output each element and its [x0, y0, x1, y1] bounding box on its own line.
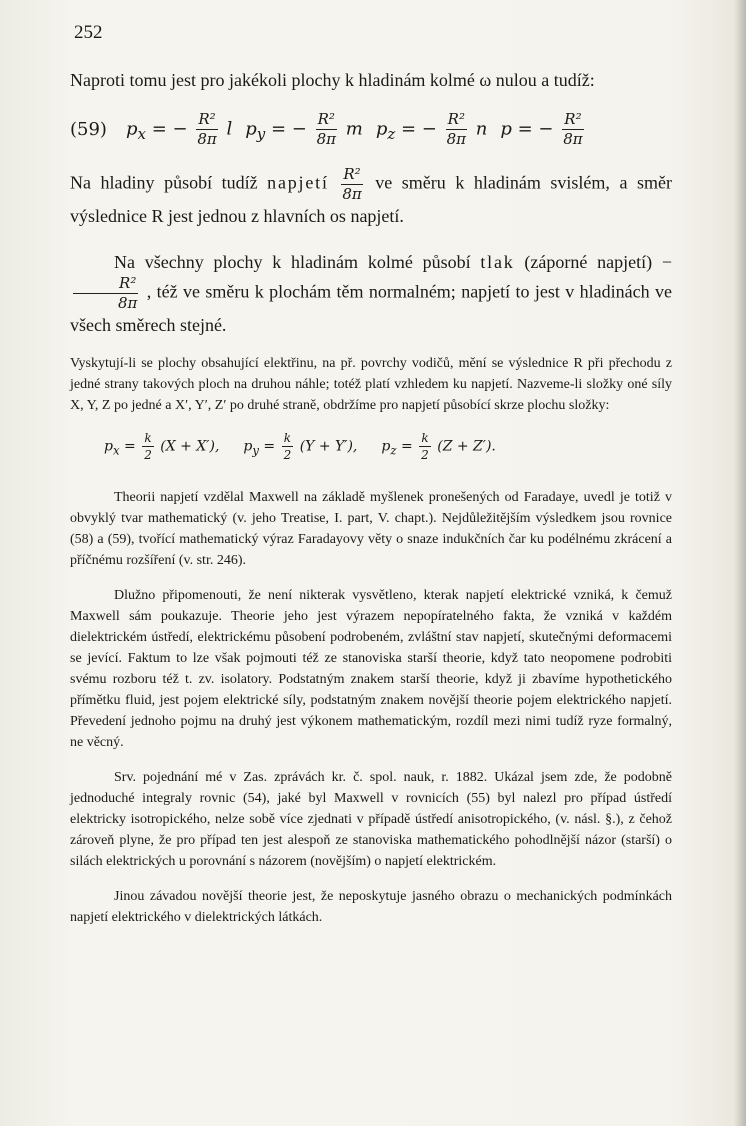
equation-subscript: y — [252, 443, 259, 458]
fraction-numerator: R² — [198, 110, 216, 128]
equation-subscript: x — [112, 443, 120, 458]
spaced-term: napjetí — [267, 172, 329, 193]
fraction-numerator: k — [283, 431, 292, 445]
equation-lhs: p — [125, 118, 138, 140]
fraction-numerator: R² — [564, 110, 582, 128]
equation-label: (59) — [70, 119, 107, 140]
fraction — [142, 432, 154, 461]
fraction-denominator: 8π — [446, 130, 467, 148]
fraction — [315, 112, 338, 147]
equation-term-p — [500, 112, 586, 147]
equation-sign: = − — [270, 118, 307, 140]
equation-lhs: p — [104, 438, 113, 455]
small-paragraph-2: Theorii napjetí vzdělal Maxwell na základě myšlenek pronešených od Faradaye, uvedl je totiž v obvyklý tvar mathematický (v. jeho Treatise, I. part, V. chapt.). Nejdůležitějším výsledkem jsou rovnice (58) a (59), tvořící mathematický výraz Faradayovy věty o snaze indukčních čar ku podélnému zkrácení a příčnému rozšíření (v. str. 246). — [70, 490, 672, 568]
equation-sign: = — [263, 438, 276, 455]
fraction-denominator: 8π — [342, 185, 362, 203]
fraction-numerator: k — [421, 431, 429, 445]
equation-subscript: z — [387, 125, 396, 144]
equation-rhs: n — [475, 118, 488, 140]
equation-59 — [70, 112, 672, 147]
paragraph-hladiny — [70, 167, 672, 230]
fraction-denominator: 8π — [316, 130, 336, 148]
equation-small — [104, 432, 672, 461]
fraction-denominator: 8π — [563, 130, 583, 148]
fraction-denominator: 8π — [118, 294, 138, 312]
equation-rhs: m — [345, 118, 363, 140]
equation-lhs: p — [381, 438, 391, 455]
equation-small-term-x — [104, 432, 219, 461]
equation-term-pz — [376, 112, 488, 147]
equation-lhs: p — [243, 438, 253, 455]
equation-sign: = − — [517, 118, 554, 140]
fraction-denominator: 2 — [283, 448, 292, 462]
small-paragraph-3: Dlužno připomenouti, že není nikterak vysvětleno, kterak napjetí elektrické vzniká, k čemuž Maxwell sám poukazuje. Theorie jeho jest výrazem nepopíratelného fakta, že vzniká v každém dielektrickém ústředí, elektrickému působení podrobeném, zvláštní stav napjetí, skutečnými deformacemi se jevící. Faktum to lze však pojmouti též ze stanoviska starší theorie, když tato neopomene podrobiti svému rozboru též t. zv. isolatory. Podstatným znakem starší theorie, když ji zbavíme hypothetického přímětku fluid, jest pojem elektrické síly, podstatným znakem novější theorie pojem elektrického napjetí. Převedení jednoho pojmu na druhý jest výkonem mathematickým, rozdíl mezi nimi tudíž ryze formalný, ne věcný. — [70, 588, 672, 750]
equation-term-py — [245, 112, 363, 147]
equation-rest: (Y + Y′), — [299, 438, 358, 455]
inline-fraction — [340, 167, 363, 202]
paragraph-tlak — [70, 248, 672, 339]
fraction-numerator: R² — [343, 165, 361, 183]
fraction-numerator: R² — [447, 110, 465, 128]
page-number: 252 — [74, 22, 103, 43]
equation-sign: = − — [400, 118, 437, 140]
fraction — [561, 112, 584, 147]
paragraph-text: (záporné napjetí) − — [524, 252, 672, 272]
equation-sign: = − — [151, 118, 188, 140]
equation-subscript: x — [137, 125, 146, 144]
fraction — [195, 112, 218, 147]
equation-term-px — [126, 112, 232, 147]
fraction — [282, 432, 294, 461]
equation-rest: (Z + Z′). — [437, 438, 496, 455]
small-paragraph-5: Jinou závadou novější theorie jest, že neposkytuje jasného obrazu o mechanických podmínkách napjetí elektrického v dielektrických látkách. — [70, 889, 672, 925]
equation-small-term-z — [381, 432, 496, 461]
fraction — [445, 112, 468, 147]
equation-sign: = — [400, 438, 413, 455]
fraction-denominator: 2 — [421, 448, 429, 462]
equation-lhs: p — [500, 118, 512, 140]
equation-subscript: z — [390, 443, 397, 458]
fraction-denominator: 2 — [144, 448, 152, 462]
small-paragraph-1: Vyskytují-li se plochy obsahující elektřinu, na př. povrchy vodičů, mění se výslednice R při přechodu z jedné strany takových ploch na druhou náhle; totéž platí vzhledem ku napjetí. Nazveme-li složky oné síly X, Y, Z po jedné a X′, Y′, Z′ po druhé straně, obdržíme pro napjetí působící skrze plochu složky: — [70, 356, 672, 413]
equation-rhs: l — [226, 118, 233, 140]
fraction-numerator: R² — [73, 276, 138, 294]
equation-lhs: p — [375, 118, 388, 140]
fraction-numerator: k — [144, 431, 152, 445]
fraction-numerator: R² — [317, 110, 335, 128]
fraction-denominator: 8π — [197, 130, 217, 148]
equation-small-term-y — [243, 432, 357, 461]
fraction — [419, 432, 431, 461]
spaced-term: tlak — [480, 252, 515, 272]
inline-fraction — [72, 276, 139, 311]
paragraph-text: Na hladiny působí tudíž — [70, 172, 258, 193]
equation-sign: = — [124, 438, 136, 455]
paragraph-text: ve směru k hladinám svislém, a směr výslednice R jest jednou z hlavních os napjetí. — [70, 172, 672, 226]
paragraph-intro: Naproti tomu jest pro jakékoli plochy k hladinám kolmé ω nulou a tudíž: — [70, 70, 595, 90]
paragraph-text: , též ve směru k plochám těm normalném; napjetí to jest v hladinách ve všech směrech stejné. — [70, 281, 672, 335]
text-body — [70, 66, 672, 928]
equation-subscript: y — [256, 125, 266, 144]
equation-rest: (X + X′), — [160, 438, 220, 455]
small-paragraph-4: Srv. pojednání mé v Zas. zprávách kr. č. spol. nauk, r. 1882. Ukázal jsem zde, že podobně jednoduché integraly rovnic (54), jaké byl Maxwell v rovnicích (55) byl nalezl pro případ ústředí elektricky isotropického, nelze sobě více zjednati v případě ústředí anisotropického, (v. násl. §.), z čehož zároveň plyne, že pro případ ten jest alespoň ze stanoviska mathematického pohodlnější názor (starší) o silách elektrických u porovnání s názorem (novějším) o napjetí elektrickém. — [70, 770, 672, 869]
paragraph-text: Na všechny plochy k hladinám kolmé působí — [114, 252, 471, 272]
equation-lhs: p — [245, 118, 257, 140]
